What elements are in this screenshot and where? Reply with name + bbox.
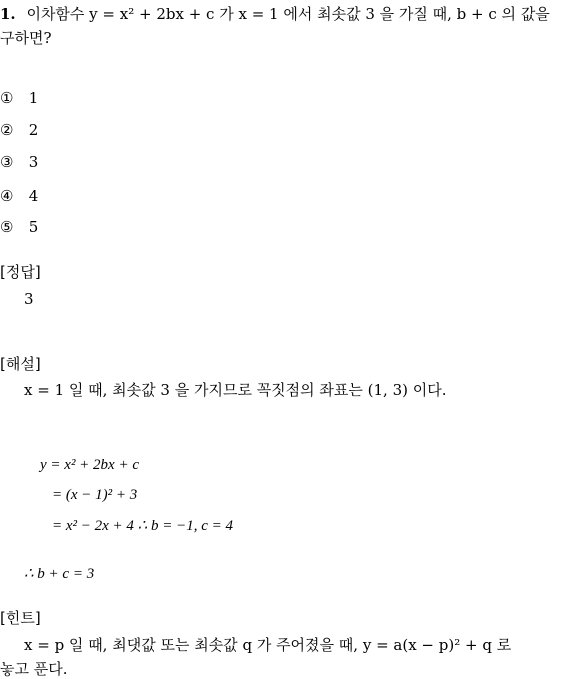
hint-label: [힌트]: [0, 609, 41, 627]
option-marker: ⑤: [0, 218, 14, 236]
option-value: 3: [28, 153, 39, 171]
explanation-equation-3: = x² − 2x + 4 ∴ b = −1, c = 4: [52, 518, 233, 534]
option-5[interactable]: [0, 217, 38, 237]
question-text-line-2: 구하면?: [0, 29, 52, 47]
explanation-equation-2: = (x − 1)² + 3: [52, 487, 138, 503]
option-3[interactable]: [0, 152, 38, 172]
option-marker: ④: [0, 187, 14, 205]
option-4[interactable]: [0, 186, 38, 206]
option-1[interactable]: [0, 88, 38, 108]
option-marker: ③: [0, 153, 14, 171]
option-value: 1: [28, 89, 39, 107]
explanation-line-1: x = 1 일 때, 최솟값 3 을 가지므로 꼭짓점의 좌표는 (1, 3) 이다.: [24, 381, 447, 399]
answer-label: [정답]: [0, 263, 41, 281]
question-line-1: [0, 4, 550, 24]
option-value: 4: [28, 187, 39, 205]
hint-line-1: x = p 일 때, 최댓값 또는 최솟값 q 가 주어졌을 때, y = a(x − p)² + q 로: [24, 636, 512, 654]
option-value: 2: [28, 121, 39, 139]
explanation-equation-1: y = x² + 2bx + c: [40, 457, 139, 473]
option-value: 5: [28, 218, 39, 236]
option-marker: ②: [0, 121, 14, 139]
explanation-conclusion: ∴ b + c = 3: [24, 566, 95, 582]
explanation-label: [해설]: [0, 355, 41, 373]
question-number: 1.: [0, 5, 16, 23]
option-2[interactable]: [0, 120, 38, 140]
option-marker: ①: [0, 89, 14, 107]
answer-value: 3: [24, 290, 34, 308]
question-text-line-1: 이차함수 y = x² + 2bx + c 가 x = 1 에서 최솟값 3 을 가질 때, b + c 의 값을: [26, 5, 550, 23]
hint-line-2: 놓고 푼다.: [0, 660, 68, 678]
question-line-2: [0, 28, 52, 48]
